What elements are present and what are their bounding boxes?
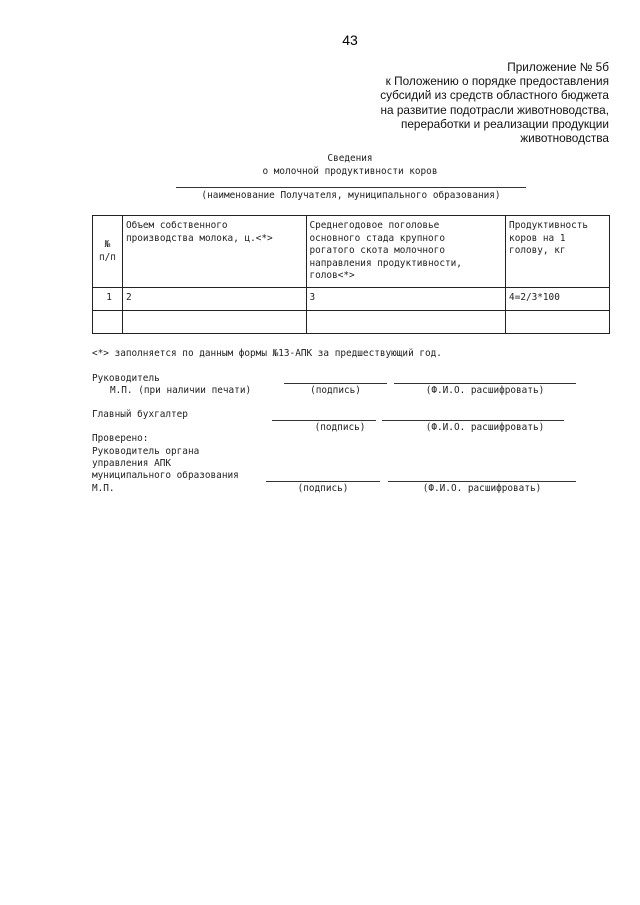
appendix-line: Приложение № 5б bbox=[507, 60, 609, 74]
appendix-line: к Положению о порядке предоставления bbox=[385, 74, 609, 89]
title-line: Сведения bbox=[327, 153, 373, 164]
table-cell bbox=[93, 311, 123, 334]
fio-caption: (Ф.И.О. расшифровать) bbox=[425, 422, 545, 433]
chief-accountant-label: Главный бухгалтер bbox=[92, 409, 188, 420]
header-milk-volume: Объем собственного производства молока, ц.<*> bbox=[125, 220, 273, 244]
fio-line bbox=[388, 481, 576, 482]
header-cell bbox=[306, 216, 506, 288]
agency-line: Руководитель органа bbox=[92, 446, 200, 457]
appendix-line: переработки и реализации продукции bbox=[400, 116, 609, 131]
table-cell bbox=[306, 311, 506, 334]
fio-line bbox=[394, 383, 576, 384]
signature-line bbox=[284, 383, 387, 384]
appendix-heading bbox=[380, 60, 609, 145]
document-title bbox=[0, 153, 640, 178]
table-cell bbox=[506, 311, 610, 334]
header-cell bbox=[506, 216, 610, 288]
appendix-line: субсидий из средств областного бюджета bbox=[380, 88, 609, 103]
page-number: 43 bbox=[342, 32, 358, 48]
fio-caption: (Ф.И.О. расшифровать) bbox=[425, 385, 545, 396]
fio-line bbox=[382, 420, 564, 421]
checked-label: Проверено: bbox=[92, 433, 149, 444]
header-cell bbox=[122, 216, 306, 288]
productivity-table bbox=[92, 215, 610, 334]
title-line: о молочной продуктивности коров bbox=[262, 165, 438, 177]
signature-caption: (подпись) bbox=[310, 385, 361, 396]
stamp-label: М.П. bbox=[92, 483, 115, 494]
header-cell bbox=[93, 216, 123, 288]
recipient-caption: (наименование Получателя, муниципального образования) bbox=[201, 190, 501, 201]
recipient-name-line bbox=[176, 187, 526, 188]
stamp-optional-label: М.П. (при наличии печати) bbox=[110, 385, 252, 396]
table-row bbox=[93, 288, 610, 311]
appendix-line: на развитие подотрасли животноводства, bbox=[380, 102, 609, 117]
table-cell bbox=[122, 311, 306, 334]
signature-line bbox=[272, 420, 376, 421]
table-cell: 1 bbox=[93, 288, 123, 311]
header-num: № п/п bbox=[99, 238, 116, 263]
signature-line bbox=[266, 481, 380, 482]
table-row bbox=[93, 311, 610, 334]
agency-line: муниципального образования bbox=[92, 470, 239, 481]
head-label: Руководитель bbox=[92, 373, 160, 384]
fio-caption: (Ф.И.О. расшифровать) bbox=[422, 483, 542, 494]
table-cell: 4=2/3*100 bbox=[506, 288, 610, 311]
signature-caption: (подпись) bbox=[314, 422, 366, 433]
header-livestock: Среднегодовое поголовье основного стада крупного рогатого скота молочного направления продуктивности, голов<*> bbox=[309, 220, 462, 282]
footnote: <*> заполняется по данным формы №13-АПК за предшествующий год. bbox=[92, 348, 442, 359]
appendix-line: животноводства bbox=[520, 131, 609, 146]
table-header-row bbox=[93, 216, 610, 288]
table-cell: 3 bbox=[306, 288, 506, 311]
table-cell: 2 bbox=[122, 288, 306, 311]
agency-line: управления АПК bbox=[92, 458, 172, 469]
header-productivity: Продуктивность коров на 1 голову, кг bbox=[509, 220, 589, 257]
signature-caption: (подпись) bbox=[297, 483, 349, 494]
